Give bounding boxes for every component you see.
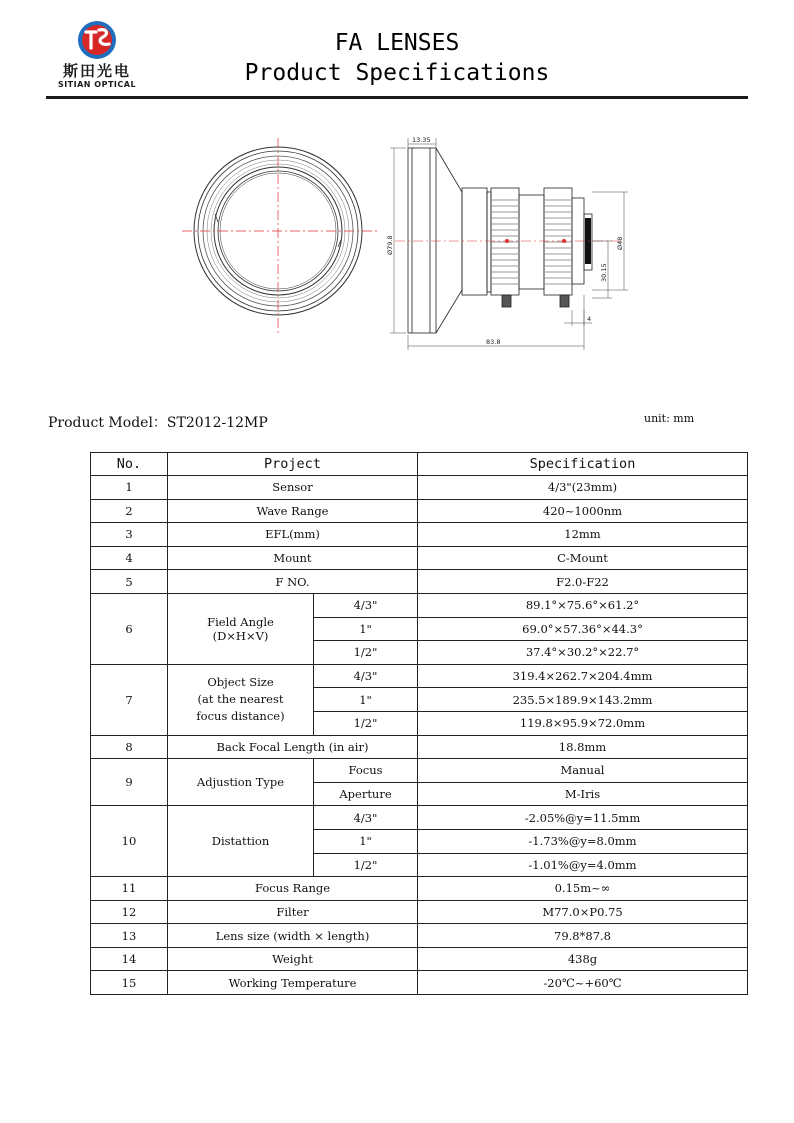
table-row xyxy=(91,806,748,830)
row-spec: 0.15m~∞ xyxy=(418,877,748,901)
row-project: Sensor xyxy=(168,476,418,500)
row-project: Weight xyxy=(168,947,418,971)
row-project: EFL(mm) xyxy=(168,523,418,547)
row-spec: 18.8mm xyxy=(418,735,748,759)
row-spec: 4/3"(23mm) xyxy=(418,476,748,500)
table-row xyxy=(91,924,748,948)
dim-diameter-label: Ø79.8 xyxy=(386,235,394,255)
table-row xyxy=(91,476,748,500)
row-sub-label: 1/2" xyxy=(314,711,418,735)
row-no: 6 xyxy=(91,593,168,664)
header-project: Project xyxy=(168,453,418,476)
row-no: 13 xyxy=(91,924,168,948)
row-sub-label: 1/2" xyxy=(314,853,418,877)
dim-right-diameter-label: Ø48 xyxy=(616,236,624,250)
row-spec: 12mm xyxy=(418,523,748,547)
dim-top-label: 13.35 xyxy=(412,136,431,144)
product-model: Product Model：ST2012-12MP xyxy=(48,415,268,431)
row-project: Mount xyxy=(168,546,418,570)
row-project xyxy=(168,593,314,664)
row-sub-label: 4/3" xyxy=(314,664,418,688)
row-spec: 420~1000nm xyxy=(418,499,748,523)
row-project: Focus Range xyxy=(168,877,418,901)
row-project: Distattion xyxy=(168,806,314,877)
knurl-pattern xyxy=(492,200,571,284)
row-sub-label: 1" xyxy=(314,688,418,712)
row-sub-label: 4/3" xyxy=(314,593,418,617)
spec-table xyxy=(90,452,748,995)
row-spec: 235.5×189.9×143.2mm xyxy=(418,688,748,712)
row-spec: -1.73%@y=8.0mm xyxy=(418,829,748,853)
row-no: 15 xyxy=(91,971,168,995)
table-row xyxy=(91,546,748,570)
row-project: Working Temperature xyxy=(168,971,418,995)
row-spec: F2.0-F22 xyxy=(418,570,748,594)
row-spec: -2.05%@y=11.5mm xyxy=(418,806,748,830)
row-no: 4 xyxy=(91,546,168,570)
row-no: 5 xyxy=(91,570,168,594)
header-specification: Specification xyxy=(418,453,748,476)
table-row xyxy=(91,759,748,783)
dim-length-label: 83.8 xyxy=(486,338,501,346)
row-project: F NO. xyxy=(168,570,418,594)
row-spec: M-Iris xyxy=(418,782,748,806)
table-row xyxy=(91,523,748,547)
row-project: Lens size (width × length) xyxy=(168,924,418,948)
table-row xyxy=(91,735,748,759)
row-spec: -1.01%@y=4.0mm xyxy=(418,853,748,877)
header-no: No. xyxy=(91,453,168,476)
row-sub-label: 4/3" xyxy=(314,806,418,830)
doc-title: FA LENSES xyxy=(334,30,460,56)
row-sub-label: 1" xyxy=(314,829,418,853)
row-spec: 69.0°×57.36°×44.3° xyxy=(418,617,748,641)
row-project: Filter xyxy=(168,900,418,924)
table-header-row xyxy=(91,453,748,476)
row-project-line: focus distance) xyxy=(196,709,285,724)
table-row xyxy=(91,664,748,688)
table-row xyxy=(91,947,748,971)
row-project-line: (D×H×V) xyxy=(212,628,269,643)
dim-height-label: 30.15 xyxy=(600,263,608,282)
row-spec: 319.4×262.7×204.4mm xyxy=(418,664,748,688)
row-project-line: (at the nearest xyxy=(197,692,284,707)
row-no: 14 xyxy=(91,947,168,971)
logo-chinese-name: 斯田光电 xyxy=(62,62,131,80)
lens-technical-drawing xyxy=(180,130,640,355)
row-no: 2 xyxy=(91,499,168,523)
row-project: Adjustion Type xyxy=(168,759,314,806)
table-row xyxy=(91,971,748,995)
row-spec: 438g xyxy=(418,947,748,971)
row-spec: 119.8×95.9×72.0mm xyxy=(418,711,748,735)
row-no: 9 xyxy=(91,759,168,806)
row-no: 11 xyxy=(91,877,168,901)
row-project-line: Field Angle xyxy=(207,614,274,629)
row-no: 10 xyxy=(91,806,168,877)
row-project: Wave Range xyxy=(168,499,418,523)
row-spec: 37.4°×30.2°×22.7° xyxy=(418,641,748,665)
table-row xyxy=(91,570,748,594)
unit-label: unit: mm xyxy=(644,412,695,425)
logo-text xyxy=(44,62,150,90)
row-spec: C-Mount xyxy=(418,546,748,570)
row-spec: 89.1°×75.6°×61.2° xyxy=(418,593,748,617)
row-project xyxy=(168,664,314,735)
table-row xyxy=(91,593,748,617)
doc-subtitle: Product Specifications xyxy=(244,60,550,86)
table-row xyxy=(91,900,748,924)
table-row xyxy=(91,499,748,523)
row-no: 12 xyxy=(91,900,168,924)
row-no: 7 xyxy=(91,664,168,735)
row-sub-label: Focus xyxy=(314,759,418,783)
row-no: 8 xyxy=(91,735,168,759)
row-spec: -20℃~+60℃ xyxy=(418,971,748,995)
row-spec: M77.0×P0.75 xyxy=(418,900,748,924)
row-project-line: Object Size xyxy=(207,675,274,690)
header-rule xyxy=(46,96,748,99)
dim-flange-label: 4 xyxy=(587,315,592,323)
row-spec: 79.8*87.8 xyxy=(418,924,748,948)
logo-english-name: SITIAN OPTICAL xyxy=(57,80,137,89)
row-no: 1 xyxy=(91,476,168,500)
row-spec: Manual xyxy=(418,759,748,783)
row-sub-label: 1" xyxy=(314,617,418,641)
row-sub-label: 1/2" xyxy=(314,641,418,665)
row-project: Back Focal Length (in air) xyxy=(168,735,418,759)
row-sub-label: Aperture xyxy=(314,782,418,806)
table-row xyxy=(91,877,748,901)
row-no: 3 xyxy=(91,523,168,547)
